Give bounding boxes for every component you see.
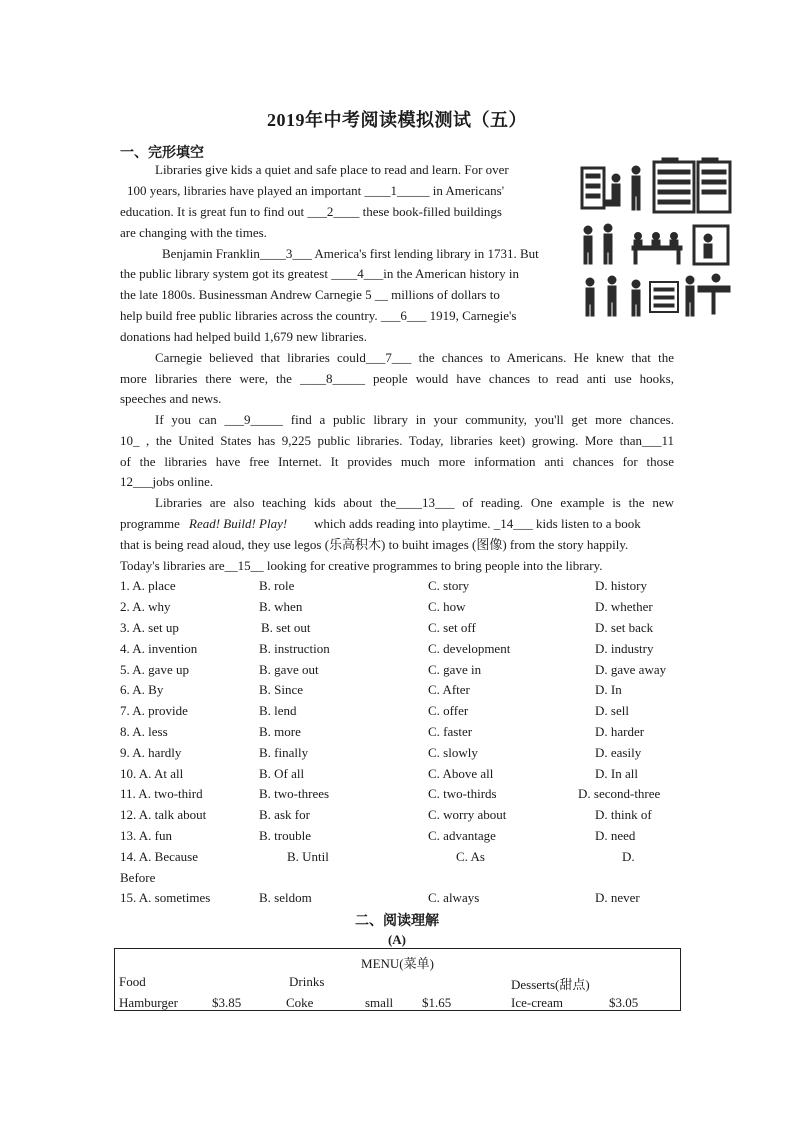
menu-item-price: $3.85 (212, 995, 242, 1010)
option-text: B. instruction (259, 641, 330, 656)
option-text: D. industry (595, 641, 654, 656)
option-text: C. As (456, 849, 485, 864)
option-text: C. slowly (428, 745, 478, 760)
menu-item-price: $3.05 (609, 995, 639, 1010)
passage-line: 12___jobs online. (120, 474, 214, 489)
option-text: B. Of all (259, 766, 305, 781)
option-text: 9. A. hardly (120, 745, 182, 760)
option-text: B. set out (261, 620, 311, 635)
menu-item-size: small (365, 995, 394, 1010)
passage-line: that is being read aloud, they use legos (乐高积木) to buiht images (图像) from the story happily. (120, 537, 629, 552)
option-text: D. easily (595, 745, 642, 760)
passage-line: of the libraries have free Internet. It provides much more information anti chances for those (120, 454, 674, 469)
option-text: C. faster (428, 724, 473, 739)
option-text: D. second-three (578, 786, 661, 801)
passage-line: the late 1800s. Businessman Andrew Carnegie 5 __ millions of dollars to (120, 287, 500, 302)
option-text: 7. A. provide (120, 703, 188, 718)
option-text: C. development (428, 641, 511, 656)
option-text: B. ask for (259, 807, 310, 822)
passage-line: programme (120, 516, 180, 531)
option-text: C. offer (428, 703, 469, 718)
passage-line: more libraries there were, the ____8_____ people would have chances to read anti use hooks, (120, 371, 674, 386)
option-text: D. need (595, 828, 636, 843)
option-text: D. sell (595, 703, 629, 718)
option-text: 6. A. By (120, 682, 164, 697)
option-text: D. think of (595, 807, 652, 822)
passage-line: Libraries are also teaching kids about the____13___ of reading. One example is the new (155, 495, 674, 510)
option-text: B. gave out (259, 662, 319, 677)
menu-item-price: $1.65 (422, 995, 452, 1010)
passage-line: If you can ___9_____ find a public library in your community, you'll get more chances. (155, 412, 674, 427)
passage-line: help build free public libraries across the country. ___6___ 1919, Carnegie's (120, 308, 517, 323)
menu-item-name: Hamburger (119, 995, 178, 1010)
option-text: C. two-thirds (428, 786, 497, 801)
option-text: C. advantage (428, 828, 496, 843)
passage-line: 100 years, libraries have played an important ____1_____ in Americans' (127, 183, 505, 198)
passage-line: speeches and news. (120, 391, 222, 406)
option-text: C. story (428, 578, 470, 593)
option-text: B. Until (287, 849, 329, 864)
option-text: 2. A. why (120, 599, 171, 614)
option-text: B. more (259, 724, 301, 739)
passage-line: donations had helped build 1,679 new libraries. (120, 329, 367, 344)
option-text: 12. A. talk about (120, 807, 207, 822)
menu-header-drinks: Drinks (289, 974, 325, 989)
menu-header-food: Food (119, 974, 146, 989)
option-text: D. In all (595, 766, 638, 781)
option-text: B. role (259, 578, 295, 593)
menu-table (114, 948, 681, 1011)
option-text: C. gave in (428, 662, 482, 677)
option-text: 11. A. two-third (120, 786, 203, 801)
section-heading-reading: 二、阅读理解 (355, 914, 439, 929)
menu-title: MENU(菜单) (361, 956, 434, 971)
option-text: D. harder (595, 724, 645, 739)
section-heading-cloze: 一、完形填空 (120, 146, 204, 161)
menu-item-name: Ice-cream (511, 995, 563, 1010)
option-text: D. In (595, 682, 622, 697)
passage-line: Carnegie believed that libraries could___7___ the chances to Americans. He knew that the (155, 350, 674, 365)
option-text: 3. A. set up (120, 620, 179, 635)
option-text: B. finally (259, 745, 309, 760)
passage-line: 10_ , the United States has 9,225 public libraries. Today, libraries keet) growing. More than___11 (120, 433, 674, 448)
option-text: 13. A. fun (120, 828, 172, 843)
menu-item-name: Coke (286, 995, 314, 1010)
option-text: D. (622, 849, 635, 864)
programme-name: Read! Build! Play! (189, 516, 288, 531)
passage-line: the public library system got its greatest ____4___in the American history in (120, 266, 519, 281)
option-text: D. never (595, 890, 640, 905)
option-text: 8. A. less (120, 724, 168, 739)
option-text: B. Since (259, 682, 304, 697)
option-text: 5. A. gave up (120, 662, 189, 677)
option-text: 15. A. sometimes (120, 890, 211, 905)
option-text: C. After (428, 682, 470, 697)
option-text: D. whether (595, 599, 653, 614)
passage-line: Libraries give kids a quiet and safe place to read and learn. For over (155, 162, 509, 177)
option-text: C. how (428, 599, 466, 614)
option-text: C. Above all (428, 766, 494, 781)
library-activities-illustration (576, 156, 734, 320)
option-text: D. set back (595, 620, 654, 635)
option-text: B. seldom (259, 890, 312, 905)
option-text: 14. A. Because (120, 849, 198, 864)
page-title: 2019年中考阅读模拟测试（五） (267, 110, 527, 130)
passage-line: which adds reading into playtime. _14___ kids listen to a book (314, 516, 641, 531)
subsection-label: (A) (387, 932, 407, 947)
option-text: B. lend (259, 703, 297, 718)
option-text: Before (120, 870, 156, 885)
option-text: 4. A. invention (120, 641, 198, 656)
option-text: C. worry about (428, 807, 507, 822)
option-text: D. history (595, 578, 647, 593)
option-text: C. always (428, 890, 480, 905)
option-text: B. when (259, 599, 303, 614)
passage-line: Today's libraries are__15__ looking for creative programmes to bring people into the library. (120, 558, 603, 573)
option-text: D. gave away (595, 662, 667, 677)
menu-header-desserts: Desserts(甜点) (511, 977, 590, 992)
option-text: B. trouble (259, 828, 311, 843)
option-text: C. set off (428, 620, 476, 635)
option-text: B. two-threes (259, 786, 330, 801)
passage-line: education. It is great fun to find out ___2____ these book-filled buildings (120, 204, 502, 219)
option-text: 10. A. At all (120, 766, 184, 781)
passage-line: Benjamin Franklin____3___ America's first lending library in 1731. But (162, 246, 539, 261)
passage-line: are changing with the times. (120, 225, 267, 240)
option-text: 1. A. place (120, 578, 176, 593)
